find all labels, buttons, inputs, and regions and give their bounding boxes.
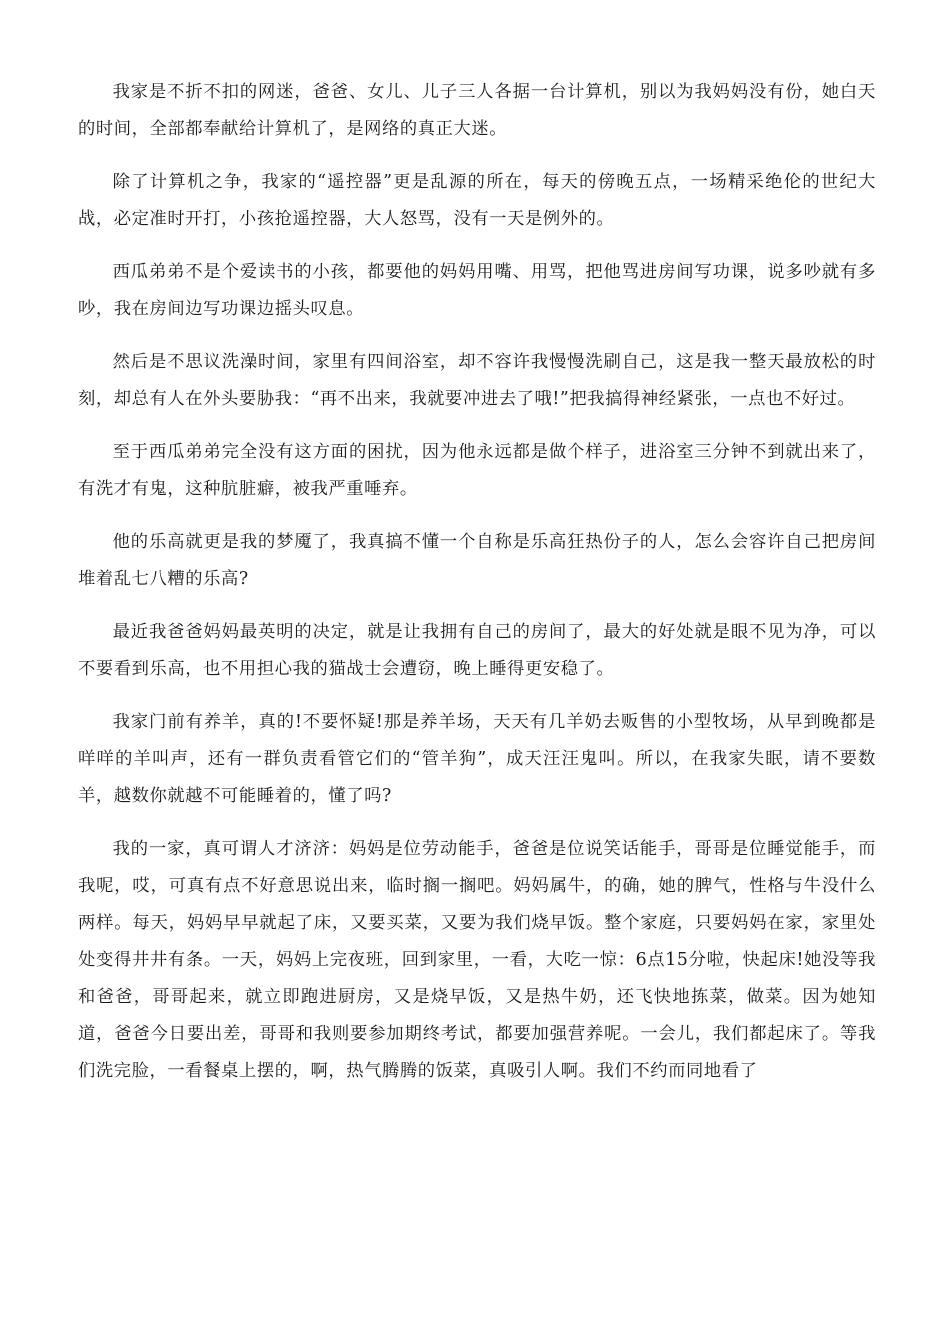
paragraph-6: 他的乐高就更是我的梦魇了，我真搞不懂一个自称是乐高狂热份子的人，怎么会容许自己把房间堆着乱七八糟的乐高? — [78, 532, 876, 589]
paragraph-3: 西瓜弟弟不是个爱读书的小孩，都要他的妈妈用嘴、用骂，把他骂进房间写功课，说多吵就有多吵，我在房间边写功课边摇头叹息。 — [78, 262, 876, 319]
document-body — [78, 74, 876, 1106]
paragraph-5: 至于西瓜弟弟完全没有这方面的困扰，因为他永远都是做个样子，进浴室三分钟不到就出来了，有洗才有鬼，这种肮脏癖，被我严重唾弃。 — [78, 442, 876, 499]
paragraph-4: 然后是不思议洗澡时间，家里有四间浴室，却不容许我慢慢洗刷自己，这是我一整天最放松的时刻，却总有人在外头要胁我：“再不出来，我就要冲进去了哦!”把我搞得神经紧张，一点也不好过。 — [78, 352, 876, 409]
paragraph-2: 除了计算机之争，我家的“遥控器”更是乱源的所在，每天的傍晚五点，一场精采绝伦的世纪大战，必定准时开打，小孩抢遥控器，大人怒骂，没有一天是例外的。 — [78, 172, 876, 229]
paragraph-1: 我家是不折不扣的网迷，爸爸、女儿、儿子三人各据一台计算机，别以为我妈妈没有份，她白天的时间，全部都奉献给计算机了，是网络的真正大迷。 — [78, 82, 876, 139]
paragraph-7: 最近我爸爸妈妈最英明的决定，就是让我拥有自己的房间了，最大的好处就是眼不见为净，可以不要看到乐高，也不用担心我的猫战士会遭窃，晚上睡得更安稳了。 — [78, 622, 876, 679]
paragraph-9: 我的一家，真可谓人才济济：妈妈是位劳动能手，爸爸是位说笑话能手，哥哥是位睡觉能手，而我呢，哎，可真有点不好意思说出来，临时搁一搁吧。妈妈属牛，的确，她的脾气，性格与牛没什么两样。每天，妈妈早早就起了床，又要买菜，又要为我们烧早饭。整个家庭，只要妈妈在家，家里处处变得井井有条。一天，妈妈上完夜班，回到家里，一看，大吃一惊：6点15分啦，快起床!她没等我和爸爸，哥哥起来，就立即跑进厨房，又是烧早饭，又是热牛奶，还飞快地拣菜，做菜。因为她知道，爸爸今日要出差，哥哥和我则要参加期终考试，都要加强营养呢。一会儿，我们都起床了。等我们洗完脸，一看餐桌上摆的，啊，热气腾腾的饭菜，真吸引人啊。我们不约而同地看了 — [78, 839, 876, 1081]
paragraph-8: 我家门前有养羊，真的!不要怀疑!那是养羊场，天天有几羊奶去贩售的小型牧场，从早到晚都是咩咩的羊叫声，还有一群负责看管它们的“管羊狗”，成天汪汪鬼叫。所以，在我家失眠，请不要数羊，越数你就越不可能睡着的，懂了吗? — [78, 712, 876, 806]
